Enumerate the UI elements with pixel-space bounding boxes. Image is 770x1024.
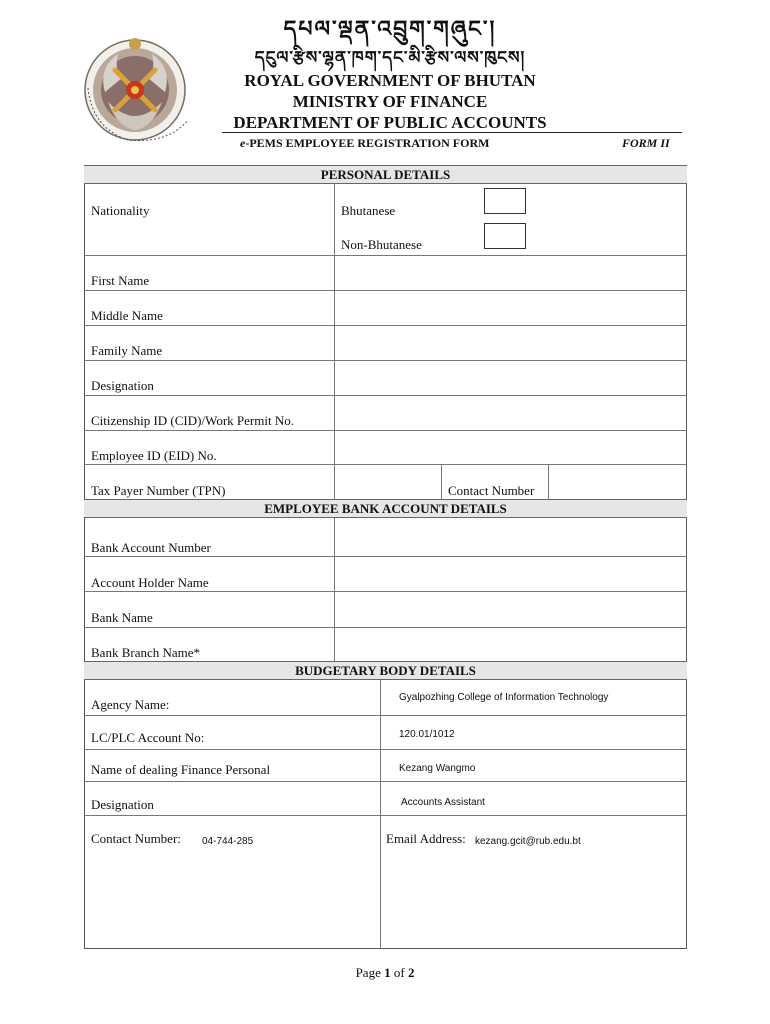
section-heading-bank: EMPLOYEE BANK ACCOUNT DETAILS: [84, 499, 687, 518]
department-title: DEPARTMENT OF PUBLIC ACCOUNTS: [233, 113, 547, 132]
bank-account-number-label: Bank Account Number: [91, 540, 211, 555]
page-of: of: [390, 965, 408, 980]
designation-field[interactable]: [335, 361, 686, 394]
bank-account-number-field[interactable]: [335, 519, 686, 555]
email-address-label: Email Address:: [386, 831, 466, 846]
non-bhutanese-option-label: Non-Bhutanese: [341, 237, 422, 252]
tpn-label: Tax Payer Number (TPN): [91, 483, 226, 498]
dzongkha-title-line1: དཔལ་ལྡན་འབྲུག་གཞུང་།: [283, 17, 497, 42]
page-footer: [0, 965, 770, 981]
family-name-field[interactable]: [335, 326, 686, 359]
bank-branch-label: Bank Branch Name*: [91, 645, 201, 660]
designation-label: Designation: [91, 378, 154, 393]
government-title: ROYAL GOVERNMENT OF BHUTAN: [244, 71, 536, 90]
agency-name-value[interactable]: Gyalpozhing College of Information Technology: [399, 692, 609, 703]
page-total: 2: [407, 965, 415, 980]
budgetary-contact-value[interactable]: 04-744-285: [202, 836, 254, 847]
document-header: [220, 18, 560, 133]
budgetary-contact-label: Contact Number:: [91, 831, 181, 846]
budgetary-designation-label: Designation: [91, 797, 154, 812]
middle-name-field[interactable]: [335, 291, 686, 324]
cid-label: Citizenship ID (CID)/Work Permit No.: [91, 413, 294, 428]
ministry-title: MINISTRY OF FINANCE: [292, 92, 488, 111]
lc-plc-account-value[interactable]: 120.01/1012: [399, 729, 455, 740]
nationality-label: Nationality: [91, 203, 150, 218]
page-prefix: Page: [355, 965, 385, 980]
section-heading-personal: PERSONAL DETAILS: [84, 165, 687, 184]
middle-name-label: Middle Name: [91, 308, 163, 323]
section-heading-budgetary: BUDGETARY BODY DETAILS: [84, 661, 687, 680]
non-bhutanese-checkbox[interactable]: [484, 223, 526, 249]
email-address-value[interactable]: kezang.gcit@rub.edu.bt: [475, 836, 581, 847]
family-name-label: Family Name: [91, 343, 163, 358]
finance-personal-label: Name of dealing Finance Personal: [91, 762, 271, 777]
lc-plc-account-label: LC/PLC Account No:: [91, 730, 205, 745]
bank-name-label: Bank Name: [91, 610, 153, 625]
form-title: [240, 136, 489, 151]
contact-number-field[interactable]: [549, 465, 686, 498]
account-holder-field[interactable]: [335, 557, 686, 590]
form-number: FORM II: [622, 136, 670, 150]
eid-label: Employee ID (EID) No.: [91, 448, 217, 463]
agency-name-label: Agency Name:: [91, 697, 170, 712]
account-holder-label: Account Holder Name: [91, 575, 209, 590]
budgetary-designation-value[interactable]: Accounts Assistant: [401, 797, 485, 808]
bank-branch-field[interactable]: [335, 628, 686, 660]
header-rule: [222, 132, 682, 133]
finance-personal-value[interactable]: Kezang Wangmo: [399, 763, 476, 774]
form-title-prefix: e: [240, 136, 246, 150]
first-name-field[interactable]: [335, 256, 686, 289]
first-name-label: First Name: [91, 273, 150, 288]
form-title-text: -PEMS EMPLOYEE REGISTRATION FORM: [245, 136, 490, 150]
tpn-field[interactable]: [335, 465, 440, 498]
dzongkha-title-line2: དངུལ་རྩིས་ལྷན་ཁག་དང་མི་རྩིས་ལས་ཁུངས།: [254, 48, 526, 68]
page-current: 1: [384, 965, 391, 980]
bhutanese-checkbox[interactable]: [484, 188, 526, 214]
royal-seal-emblem: [78, 30, 228, 148]
bank-name-field[interactable]: [335, 592, 686, 626]
bhutanese-option-label: Bhutanese: [341, 203, 396, 218]
cid-field[interactable]: [335, 396, 686, 429]
eid-field[interactable]: [335, 431, 686, 463]
contact-number-label: Contact Number: [448, 483, 535, 498]
